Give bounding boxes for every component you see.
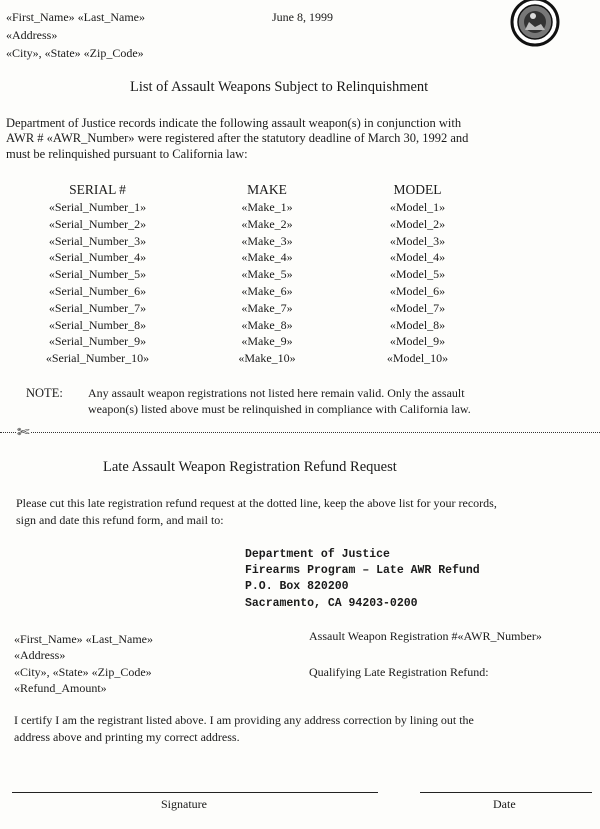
model-cell: «Model_10» [386,351,449,366]
make-cell: «Make_1» [241,200,293,214]
serial-cell: «Serial_Number_6» [48,283,147,298]
intro-line-3: must be relinquished pursuant to California law: [6,147,248,161]
serial-cell: «Serial_Number_5» [48,267,147,282]
serial-cell: «Serial_Number_10» [45,351,150,366]
make-cell: «Make_4» [241,250,293,265]
registrant-refund-line: «Refund_Amount» [14,681,107,695]
certify-line-2: address above and printing my correct address. [14,730,240,744]
header-name-line: «First_Name» «Last_Name» [6,10,145,24]
serial-column-header: SERIAL # [69,182,126,197]
serial-cell: «Serial_Number_9» [48,334,147,349]
awr-number-label: Assault Weapon Registration #«AWR_Number» [309,629,542,643]
certify-line-1: I certify I am the registrant listed above. I am providing any address correction by lining out the [14,713,474,727]
mail-to-line-1: Department of Justice [245,548,390,561]
make-cell: «Make_2» [241,216,293,231]
letter-date: June 8, 1999 [272,10,333,24]
model-cell: «Model_8» [389,317,446,332]
model-cell: «Model_7» [389,300,446,315]
intro-line-1: Department of Justice records indicate the following assault weapon(s) in conjunction with [6,116,462,130]
date-line[interactable] [420,792,592,793]
serial-cell: «Serial_Number_2» [48,216,147,231]
model-cell: «Model_1» [389,200,446,214]
dotted-line [0,432,600,433]
dotted-cut-line [0,423,600,441]
make-cell: «Make_5» [241,267,293,282]
qualifying-refund-label: Qualifying Late Registration Refund: [309,665,489,679]
refund-instructions-line-1: Please cut this late registration refund request at the dotted line, keep the above list for your records, [16,496,497,510]
model-cell: «Model_2» [389,216,446,231]
refund-instructions-line-2: sign and date this refund form, and mail to: [16,513,224,527]
serial-cell: «Serial_Number_8» [48,317,147,332]
refund-title: Late Assault Weapon Registration Refund Request [103,459,397,475]
mail-to-line-2: Firearms Program – Late AWR Refund [245,564,480,577]
model-cell: «Model_9» [389,334,446,349]
date-label: Date [493,797,516,811]
intro-line-2: AWR # «AWR_Number» were registered after the statutory deadline of March 30, 1992 and [6,131,469,145]
mail-to-line-4: Sacramento, CA 94203-0200 [245,597,418,610]
model-cell: «Model_5» [389,267,446,282]
make-cell: «Make_10» [238,351,296,366]
mail-to-line-3: P.O. Box 820200 [245,580,349,593]
note-line-1: Any assault weapon registrations not listed here remain valid. Only the assault [88,386,465,400]
list-title: List of Assault Weapons Subject to Relinquishment [130,79,429,95]
make-cell: «Make_8» [241,317,293,332]
serial-cell: «Serial_Number_3» [48,233,147,248]
signature-label: Signature [161,797,207,811]
scissors-icon: ✄ [17,423,30,441]
model-column [370,181,465,367]
make-cell: «Make_9» [241,334,293,349]
make-cell: «Make_7» [241,300,293,315]
state-seal-icon [507,0,563,50]
model-column-header: MODEL [393,182,442,197]
make-column [222,181,312,367]
note-line-2: weapon(s) listed above must be relinquished in compliance with California law. [88,402,471,416]
model-cell: «Model_4» [389,250,446,265]
make-cell: «Make_3» [241,233,293,248]
header-address-line: «Address» [6,28,58,42]
model-cell: «Model_6» [389,283,446,298]
serial-cell: «Serial_Number_4» [48,250,147,265]
serial-column [30,181,165,367]
registrant-city-line: «City», «State» «Zip_Code» [14,665,152,679]
make-cell: «Make_6» [241,283,293,298]
header-city-line: «City», «State» «Zip_Code» [6,46,144,60]
signature-line[interactable] [12,792,378,793]
make-column-header: MAKE [247,182,287,197]
model-cell: «Model_3» [389,233,446,248]
registrant-name-line: «First_Name» «Last_Name» [14,632,153,646]
registrant-address-line: «Address» [14,648,66,662]
serial-cell: «Serial_Number_1» [48,200,147,214]
serial-cell: «Serial_Number_7» [48,300,147,315]
note-label: NOTE: [26,386,63,400]
